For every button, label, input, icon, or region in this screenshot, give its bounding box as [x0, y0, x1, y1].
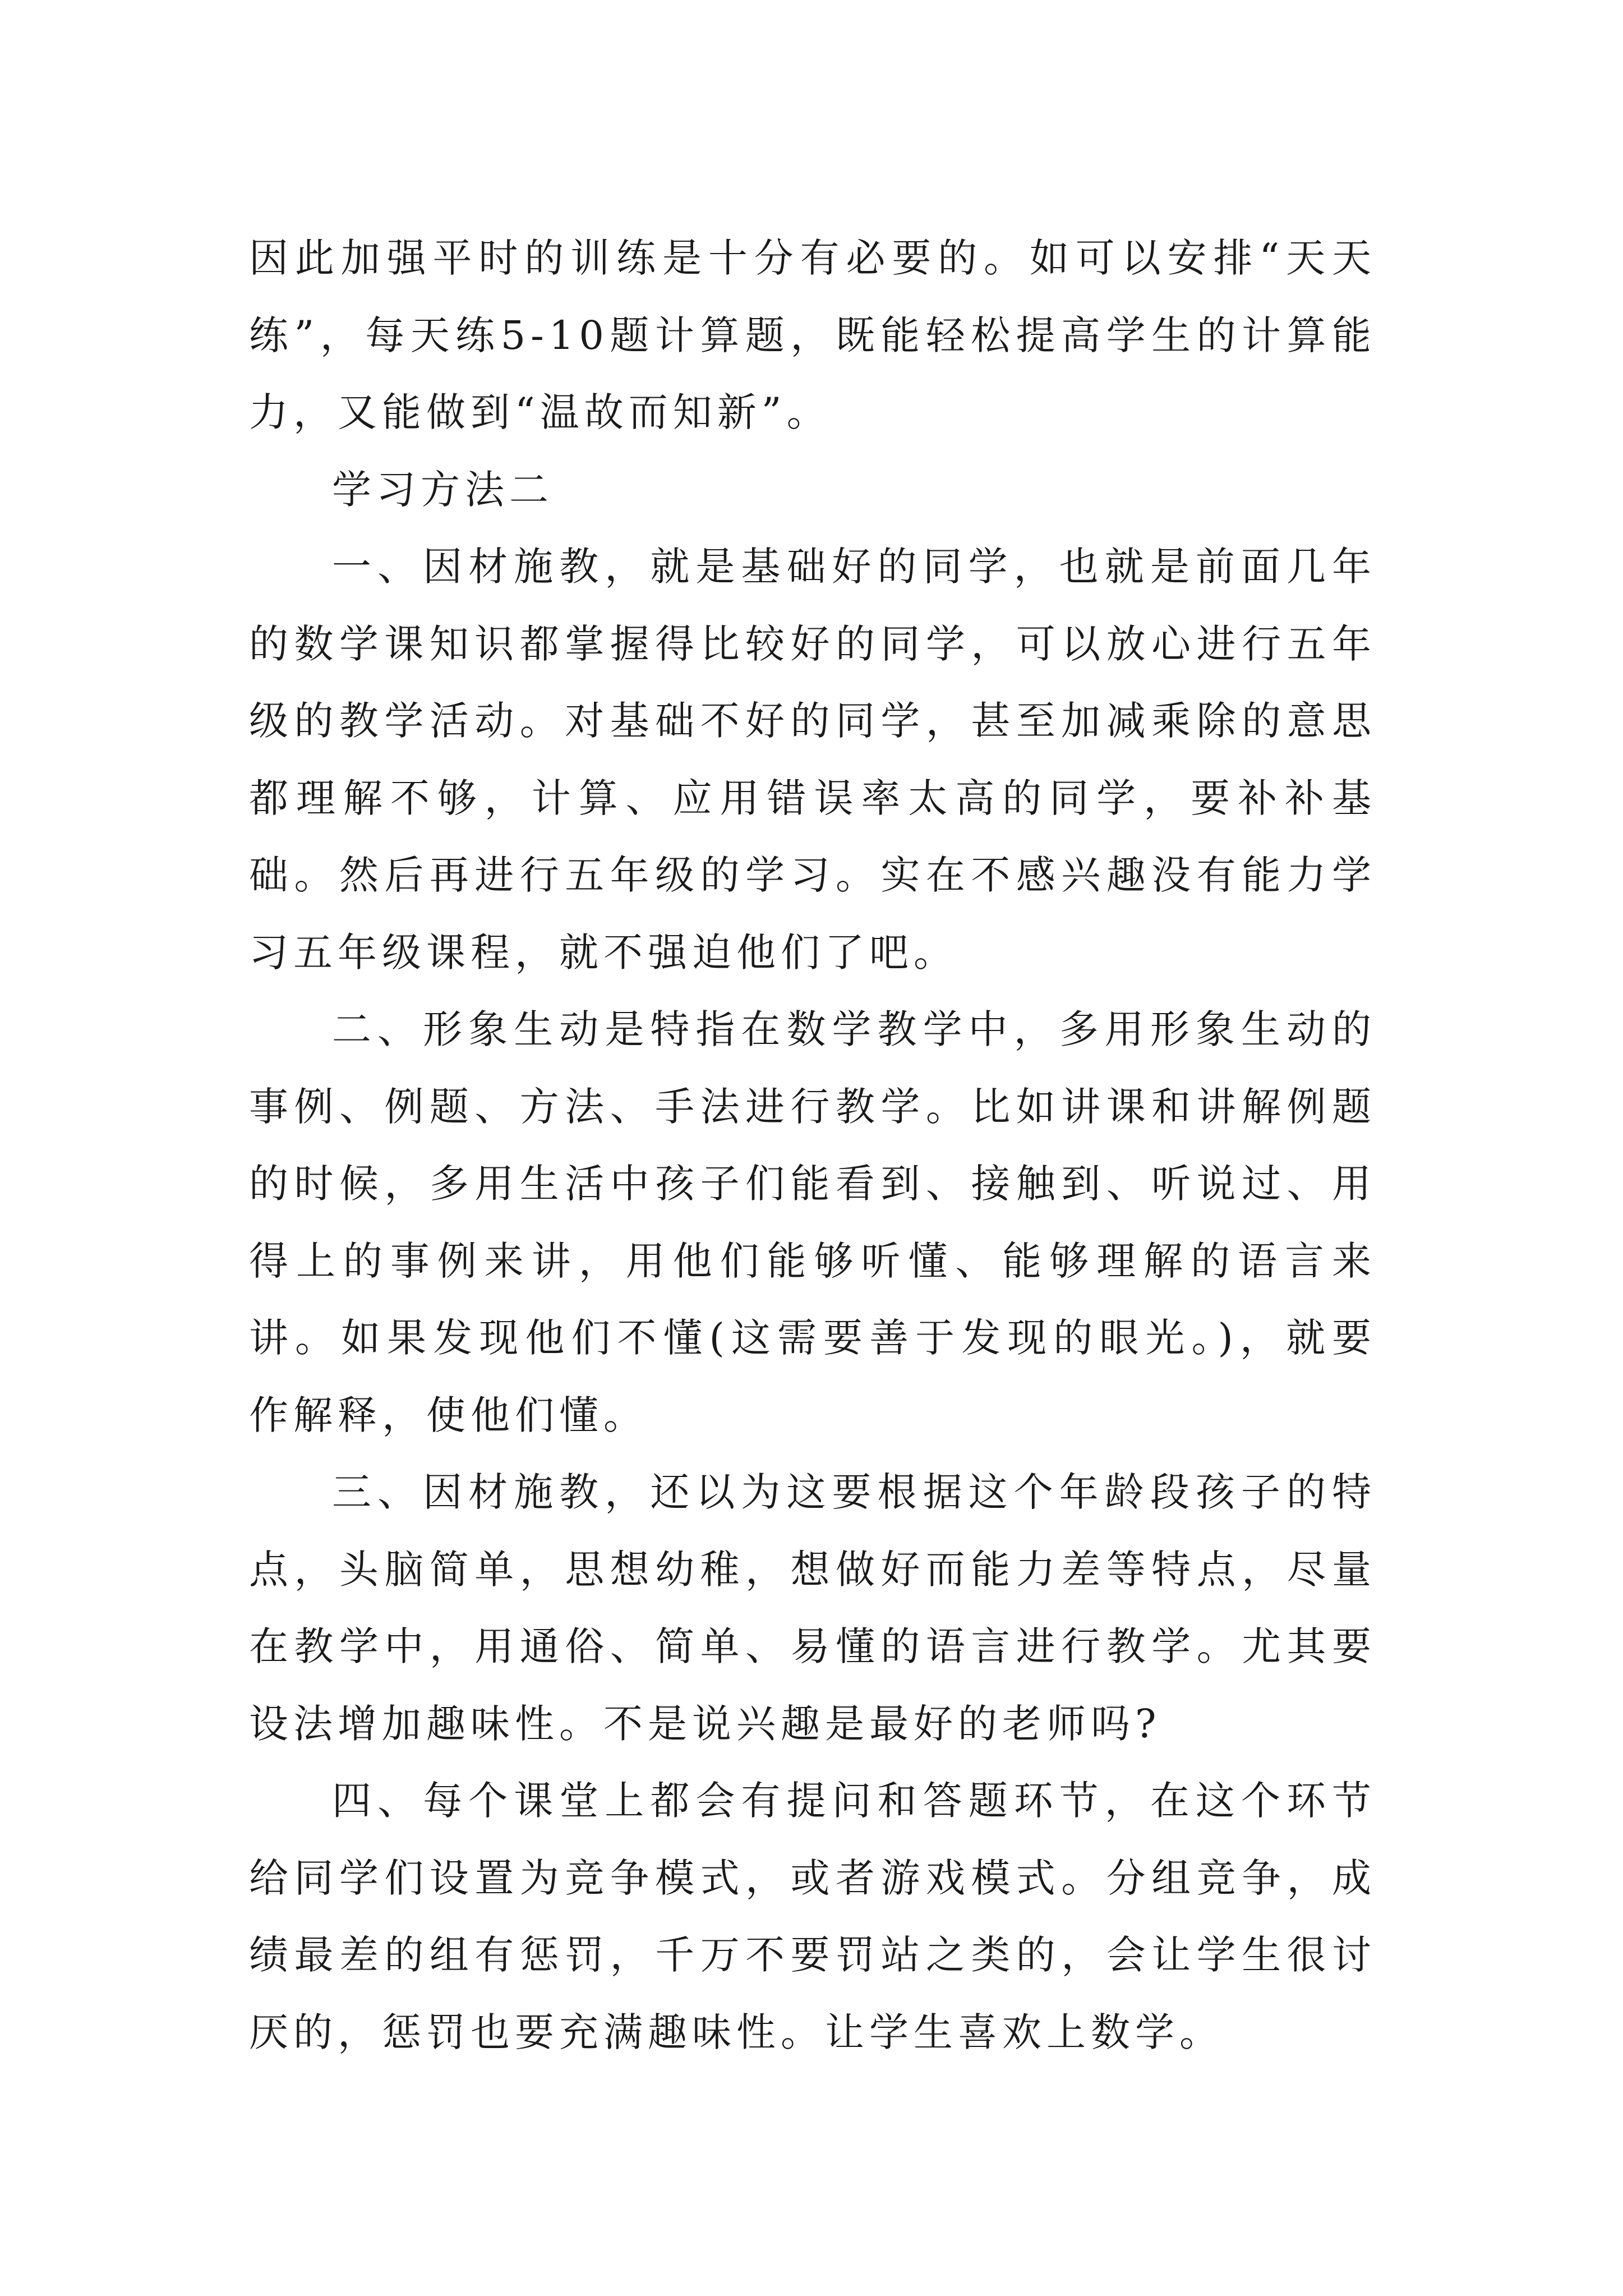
paragraph-continuation: 因此加强平时的训练是十分有必要的。如可以安排“天天练”，每天练5-10题计算题，既能轻松提高学生的计算能力，又能做到“温故而知新”。 — [249, 235, 1376, 435]
paragraph-point-1: 一、因材施教，就是基础好的同学，也就是前面几年的数学课知识都掌握得比较好的同学，可以放心进行五年级的教学活动。对基础不好的同学，甚至加减乘除的意思都理解不够，计算、应用错误率太高的同学，要补补基础。然后再进行五年级的学习。实在不感兴趣没有能力学习五年级课程，就不强迫他们了吧。 — [249, 544, 1376, 976]
paragraph-point-2: 二、形象生动是特指在数学教学中，多用形象生动的事例、例题、方法、手法进行教学。比如讲课和讲解例题的时候，多用生活中孩子们能看到、接触到、听说过、用得上的事例来讲，用他们能够听懂、能够理解的语言来讲。如果发现他们不懂(这需要善于发现的眼光。)，就要作解释，使他们懂。 — [249, 1006, 1376, 1438]
document-body — [249, 220, 1376, 2071]
paragraph-point-4: 四、每个课堂上都会有提问和答题环节，在这个环节给同学们设置为竞争模式，或者游戏模式。分组竞争，成绩最差的组有惩罚，千万不要罚站之类的，会让学生很讨厌的，惩罚也要充满趣味性。让学生喜欢上数学。 — [249, 1778, 1376, 2055]
paragraph-point-3: 三、因材施教，还以为这要根据这个年龄段孩子的特点，头脑简单，思想幼稚，想做好而能力差等特点，尽量在教学中，用通俗、简单、易懂的语言进行教学。尤其要设法增加趣味性。不是说兴趣是最好的老师吗? — [249, 1469, 1376, 1747]
section-heading: 学习方法二 — [332, 466, 554, 513]
